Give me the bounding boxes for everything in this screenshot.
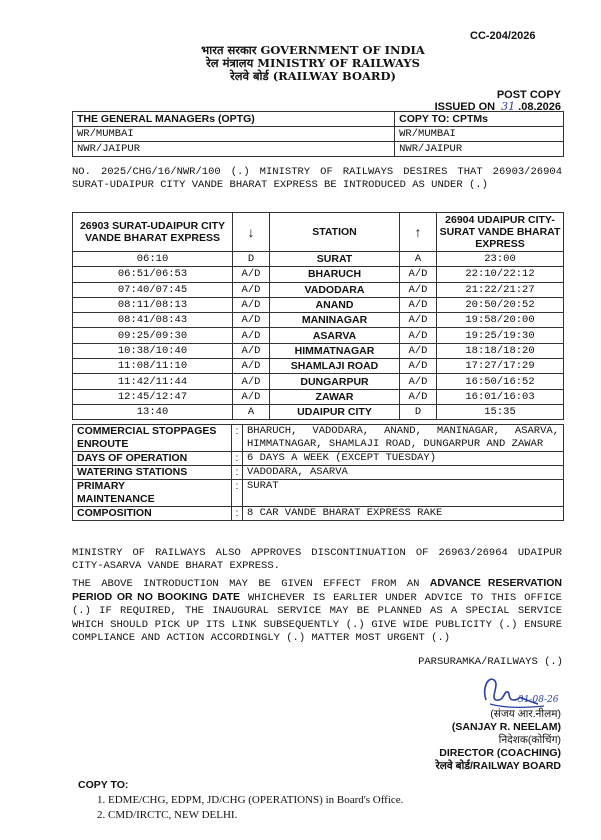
up-time-cell: 19:25/19:30 <box>437 328 564 343</box>
issued-on-label: ISSUED ON <box>434 101 496 113</box>
up-arr-dep-cell: A/D <box>400 328 437 343</box>
details-key: COMMERCIAL STOPPAGES ENROUTE <box>73 425 232 452</box>
issued-day: 31 <box>501 100 516 113</box>
details-row <box>73 425 564 452</box>
signature-block <box>435 708 561 773</box>
down-arr-dep-cell: A/D <box>233 313 270 328</box>
down-time-cell: 08:41/08:43 <box>73 313 233 328</box>
copy-to-section <box>78 778 403 823</box>
timetable-row <box>73 267 564 282</box>
down-arr-dep-cell: A <box>233 404 270 419</box>
details-colon: : <box>232 466 243 480</box>
up-time-cell: 23:00 <box>437 252 564 267</box>
addressee-row <box>73 142 564 157</box>
up-arr-dep-cell: A/D <box>400 267 437 282</box>
down-time-cell: 08:11/08:13 <box>73 297 233 312</box>
timetable-row <box>73 359 564 374</box>
down-arr-dep-cell: A/D <box>233 267 270 282</box>
down-arr-dep-cell: A/D <box>233 389 270 404</box>
addressee-row <box>73 127 564 142</box>
effect-paragraph <box>72 577 562 645</box>
discontinuation-paragraph: MINISTRY OF RAILWAYS ALSO APPROVES DISCONTINUATION OF 26963/26964 UDAIPUR CITY-ASARVA VANDE BHARAT EXPRESS. <box>72 547 562 573</box>
down-arrow-icon: ↓ <box>233 213 270 252</box>
details-value: 8 CAR VANDE BHARAT EXPRESS RAKE <box>243 507 564 521</box>
station-cell: VADODARA <box>270 282 400 297</box>
timetable-header-down-train: 26903 SURAT-UDAIPUR CITY VANDE BHARAT EXPRESS <box>73 213 233 252</box>
details-key <box>73 480 232 507</box>
down-arr-dep-cell: A/D <box>233 328 270 343</box>
addressee-cell: WR/MUMBAI <box>73 127 395 142</box>
station-cell: SHAMLAJI ROAD <box>270 359 400 374</box>
addressee-cell: NWR/JAIPUR <box>73 142 395 157</box>
post-copy-block <box>435 89 561 113</box>
timetable-header-up-train: 26904 UDAIPUR CITY-SURAT VANDE BHARAT EXPRESS <box>437 213 564 252</box>
letterhead-ministry: रेल मंत्रालय MINISTRY OF RAILWAYS <box>206 56 420 70</box>
signatory-office: रेलवे बोर्ड/RAILWAY BOARD <box>435 760 561 772</box>
signatory-name: (SANJAY R. NEELAM) <box>451 721 561 733</box>
details-colon: : <box>232 452 243 466</box>
details-row <box>73 466 564 480</box>
up-arr-dep-cell: A/D <box>400 359 437 374</box>
details-row <box>73 507 564 521</box>
down-time-cell: 11:42/11:44 <box>73 374 233 389</box>
details-key-text: PRIMARY MAINTENANCE <box>77 480 155 505</box>
signatory-title: DIRECTOR (COACHING) <box>439 747 561 759</box>
copy-to-item: 1. EDME/CHG, EDPM, JD/CHG (OPERATIONS) in Board's Office. <box>108 793 403 808</box>
down-arr-dep-cell: A/D <box>233 343 270 358</box>
details-colon: : <box>232 480 243 507</box>
down-arr-dep-cell: D <box>233 252 270 267</box>
down-arr-dep-cell: A/D <box>233 282 270 297</box>
details-value: VADODARA, ASARVA <box>243 466 564 480</box>
addressee-cell: WR/MUMBAI <box>395 127 564 142</box>
station-cell: SURAT <box>270 252 400 267</box>
timetable <box>72 212 564 420</box>
signatory-hindi-title: निदेशक(कोचिंग) <box>498 734 561 746</box>
up-arrow-icon: ↑ <box>400 213 437 252</box>
down-time-cell: 10:38/10:40 <box>73 343 233 358</box>
copy-to-heading: COPY TO: <box>78 779 129 791</box>
details-key: WATERING STATIONS <box>73 466 232 480</box>
post-copy-label: POST COPY <box>496 89 561 101</box>
details-row <box>73 480 564 507</box>
station-cell: DUNGARPUR <box>270 374 400 389</box>
effect-text-bold: ADVANCE RESERVATION PERIOD OR NO BOOKING DATE <box>72 577 562 604</box>
station-cell: ANAND <box>270 297 400 312</box>
timetable-row <box>73 282 564 297</box>
signature-date: 31-08-26 <box>518 695 559 705</box>
up-time-cell: 20:50/20:52 <box>437 297 564 312</box>
timetable-row <box>73 389 564 404</box>
letterhead-government: भारत सरकार GOVERNMENT OF INDIA <box>201 43 425 57</box>
details-row <box>73 452 564 466</box>
down-time-cell: 09:25/09:30 <box>73 328 233 343</box>
letterhead <box>0 44 601 83</box>
up-arr-dep-cell: D <box>400 404 437 419</box>
up-arr-dep-cell: A/D <box>400 389 437 404</box>
letterhead-board: रेलवे बोर्ड (RAILWAY BOARD) <box>230 69 396 83</box>
down-time-cell: 07:40/07:45 <box>73 282 233 297</box>
station-cell: UDAIPUR CITY <box>270 404 400 419</box>
station-cell: BHARUCH <box>270 267 400 282</box>
timetable-row <box>73 252 564 267</box>
timetable-row <box>73 343 564 358</box>
station-cell: MANINAGAR <box>270 313 400 328</box>
timetable-row <box>73 297 564 312</box>
down-time-cell: 06:10 <box>73 252 233 267</box>
timetable-header-station: STATION <box>270 213 400 252</box>
general-managers-header: THE GENERAL MANAGERs (OPTG) <box>73 112 395 127</box>
timetable-row <box>73 374 564 389</box>
addressee-cell: NWR/JAIPUR <box>395 142 564 157</box>
addressee-table <box>72 111 564 157</box>
down-arr-dep-cell: A/D <box>233 359 270 374</box>
copy-to-item: 2. CMD/IRCTC, NEW DELHI. <box>108 808 403 823</box>
details-key: COMPOSITION <box>73 507 232 521</box>
telegraphic-address: PARSURAMKA/RAILWAYS (.) <box>418 656 563 668</box>
intro-paragraph: NO. 2025/CHG/16/NWR/100 (.) MINISTRY OF RAILWAYS DESIRES THAT 26903/26904 SURAT-UDAIPUR CITY VANDE BHARAT EXPRESS BE INTRODUCED AS UNDER (.) <box>72 166 562 192</box>
details-value: BHARUCH, VADODARA, ANAND, MANINAGAR, ASARVA, HIMMATNAGAR, SHAMLAJI ROAD, DUNGARPUR AND ZAWAR <box>243 425 564 452</box>
down-time-cell: 06:51/06:53 <box>73 267 233 282</box>
station-cell: ZAWAR <box>270 389 400 404</box>
up-arr-dep-cell: A/D <box>400 297 437 312</box>
effect-text-post: WHICHEVER IS EARLIER UNDER ADVICE TO THIS OFFICE (.) IF REQUIRED, THE INAUGURAL SERVICE MAY BE PLANNED AS A SPECIAL SERVICE WHICH SHOULD PICK UP ITS LINK SUBSEQUENTLY (.) GIVE WIDE PUBLICITY (.) ENSURE COMPLIANCE AND ACTION ACCORDINGLY (.) MATTER MOST URGENT (.) <box>72 592 562 644</box>
up-arr-dep-cell: A/D <box>400 343 437 358</box>
up-time-cell: 16:50/16:52 <box>437 374 564 389</box>
up-time-cell: 22:10/22:12 <box>437 267 564 282</box>
down-time-cell: 12:45/12:47 <box>73 389 233 404</box>
down-arr-dep-cell: A/D <box>233 297 270 312</box>
service-details-table <box>72 424 564 521</box>
up-arr-dep-cell: A/D <box>400 313 437 328</box>
station-cell: HIMMATNAGAR <box>270 343 400 358</box>
details-key: DAYS OF OPERATION <box>73 452 232 466</box>
copy-to-header: COPY TO: CPTMs <box>395 112 564 127</box>
document-reference: CC-204/2026 <box>470 30 536 42</box>
up-time-cell: 19:58/20:00 <box>437 313 564 328</box>
details-value: 6 DAYS A WEEK (EXCEPT TUESDAY) <box>243 452 564 466</box>
details-colon: : <box>232 425 243 452</box>
down-time-cell: 13:40 <box>73 404 233 419</box>
timetable-row <box>73 313 564 328</box>
up-time-cell: 16:01/16:03 <box>437 389 564 404</box>
copy-to-list <box>78 793 403 823</box>
up-time-cell: 21:22/21:27 <box>437 282 564 297</box>
station-cell: ASARVA <box>270 328 400 343</box>
up-arr-dep-cell: A <box>400 252 437 267</box>
down-arr-dep-cell: A/D <box>233 374 270 389</box>
timetable-row <box>73 328 564 343</box>
up-arr-dep-cell: A/D <box>400 374 437 389</box>
up-time-cell: 15:35 <box>437 404 564 419</box>
down-time-cell: 11:08/11:10 <box>73 359 233 374</box>
effect-text-pre: THE ABOVE INTRODUCTION MAY BE GIVEN EFFECT FROM AN <box>72 578 430 590</box>
up-time-cell: 18:18/18:20 <box>437 343 564 358</box>
details-value: SURAT <box>243 480 564 507</box>
timetable-row <box>73 404 564 419</box>
up-time-cell: 17:27/17:29 <box>437 359 564 374</box>
signatory-hindi-name: (संजय आर.नीलम) <box>490 708 561 720</box>
up-arr-dep-cell: A/D <box>400 282 437 297</box>
details-colon: : <box>232 507 243 521</box>
issued-month-year: .08.2026 <box>518 101 561 113</box>
